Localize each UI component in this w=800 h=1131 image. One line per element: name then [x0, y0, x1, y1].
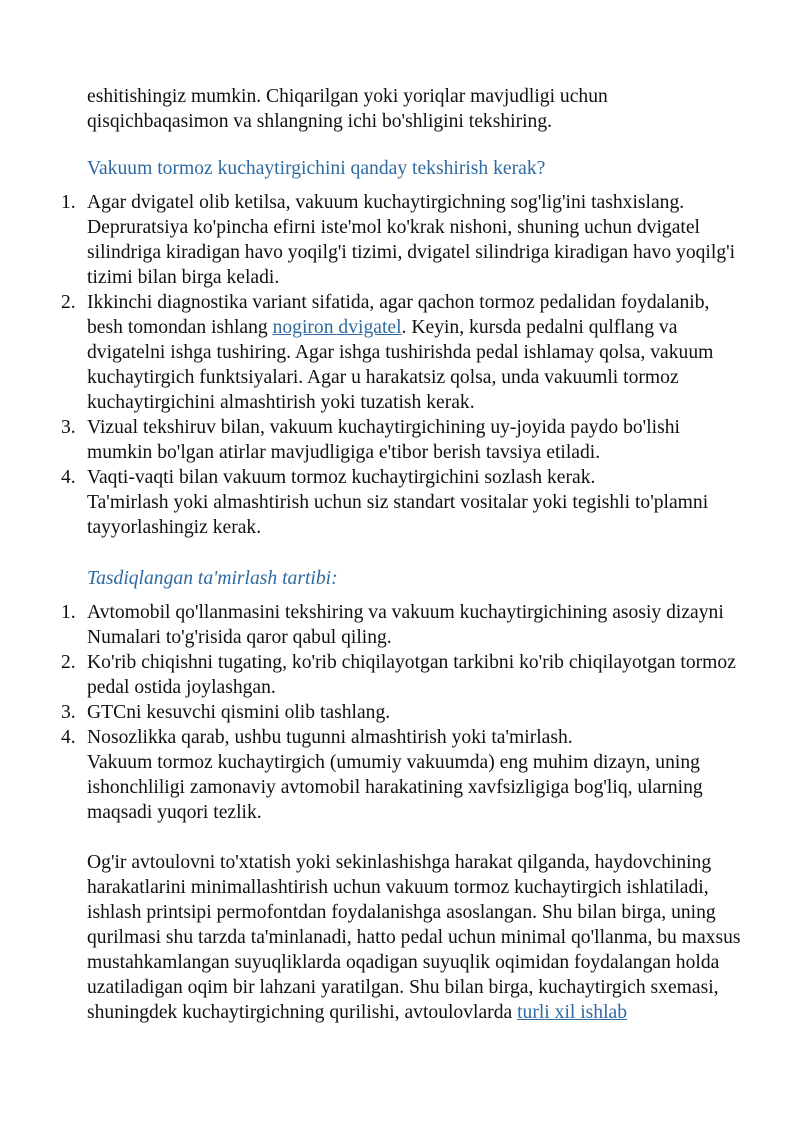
list-item [61, 465, 750, 540]
list-number: 1. [61, 192, 76, 213]
list-item-text: Vizual tekshiruv bilan, vakuum kuchaytirgichining uy-joyida paydo bo'lishi mumkin bo'lgan atirlar mavjudligiga e'tibor berish tavsiya etiladi. [87, 417, 680, 463]
link-turli-xil-ishlab[interactable]: turli xil ishlab [517, 1002, 628, 1023]
list-item [61, 650, 750, 700]
list-item-text: Nosozlikka qarab, ushbu tugunni almashtirish yoki ta'mirlash. [87, 727, 573, 748]
list-item-extra: Ta'mirlash yoki almashtirish uchun siz standart vositalar yoki tegishli to'plamni tayyorlashingiz kerak. [87, 492, 709, 538]
list-item [61, 290, 750, 415]
list-item [61, 700, 750, 725]
check-steps-list [61, 190, 750, 540]
list-item [61, 600, 750, 650]
list-number: 4. [61, 467, 76, 488]
list-number: 1. [61, 602, 76, 623]
list-item-text: Ikkinchi diagnostika variant sifatida, agar qachon tormoz pedalidan foydalanib, besh tomondan ishlang [87, 292, 710, 338]
section-heading-repair: Tasdiqlangan ta'mirlash tartibi: [87, 568, 338, 589]
list-number: 4. [61, 727, 76, 748]
list-number: 2. [61, 292, 76, 313]
intro-line-1: eshitishingiz mumkin. Chiqarilgan yoki yoriqlar mavjudligi uchun [87, 86, 608, 107]
list-item [61, 415, 750, 465]
list-item-text: GTCni kesuvchi qismini olib tashlang. [87, 702, 391, 723]
link-nogiron-dvigatel[interactable]: nogiron dvigatel [272, 317, 402, 338]
intro-paragraph [87, 84, 750, 134]
list-item-text: Ko'rib chiqishni tugating, ko'rib chiqilayotgan tarkibni ko'rib chiqilayotgan tormoz pedal ostida joylashgan. [87, 652, 736, 698]
closing-text: Og'ir avtoulovni to'xtatish yoki sekinlashishga harakat qilganda, haydovchining harakatlarini minimallashtirish uchun vakuum tormoz kuchaytirgich ishlatiladi, ishlash printsipi permofontdan foydalanishga asoslangan. Shu bilan birga, uning qurilmasi shu tarzda ta'minlanadi, hatto pedal uchun minimal qo'llanma, bu maxsus mustahkamlangan suyuqliklarda oqadigan suyuqlik oqimidan foydalangan holda uzatiladigan oqim bir lahzani yaratilgan. Shu bilan birga, kuchaytirgich sxemasi, shuningdek kuchaytirgichning qurilishi, avtoulovlarda [87, 852, 741, 1023]
list-number: 3. [61, 417, 76, 438]
list-item-text: Agar dvigatel olib ketilsa, vakuum kuchaytirgichning sog'lig'ini tashxislang. Depruratsiya ko'pincha efirni iste'mol ko'krak nishoni, shuning uchun dvigatel silindriga kiradigan havo yoqilg'i tizimi, dvigatel silindriga kiradigan havo yoqilg'i tizimi bilan birga keladi. [87, 192, 736, 288]
closing-paragraph [87, 850, 750, 1025]
list-number: 3. [61, 702, 76, 723]
list-item-text: Avtomobil qo'llanmasini tekshiring va vakuum kuchaytirgichining asosiy dizayni Numalari to'g'risida qaror qabul qiling. [87, 602, 724, 648]
list-number: 2. [61, 652, 76, 673]
repair-steps-list [61, 600, 750, 825]
list-item [61, 190, 750, 290]
list-item-text: Vaqti-vaqti bilan vakuum tormoz kuchaytirgichini sozlash kerak. [87, 467, 596, 488]
section-heading-check: Vakuum tormoz kuchaytirgichini qanday tekshirish kerak? [87, 158, 546, 179]
intro-line-2: qisqichbaqasimon va shlangning ichi bo'shligini tekshiring. [87, 111, 553, 132]
list-item-extra: Vakuum tormoz kuchaytirgich (umumiy vakuumda) eng muhim dizayn, uning ishonchliligi zamonaviy avtomobil harakatining xavfsizligiga bog'liq, ularning maqsadi yuqori tezlik. [87, 752, 703, 823]
list-item [61, 725, 750, 825]
list-item-text-cont: . Keyin, kursda pedalni qulflang va dvigatelni ishga tushiring. Agar ishga tushirishda pedal ishlamay qolsa, vakuum kuchaytirgich funktsiyalari. Agar u harakatsiz qolsa, unda vakuumli tormoz kuchaytirgichini almashtirish yoki tuzatish kerak. [87, 317, 714, 413]
